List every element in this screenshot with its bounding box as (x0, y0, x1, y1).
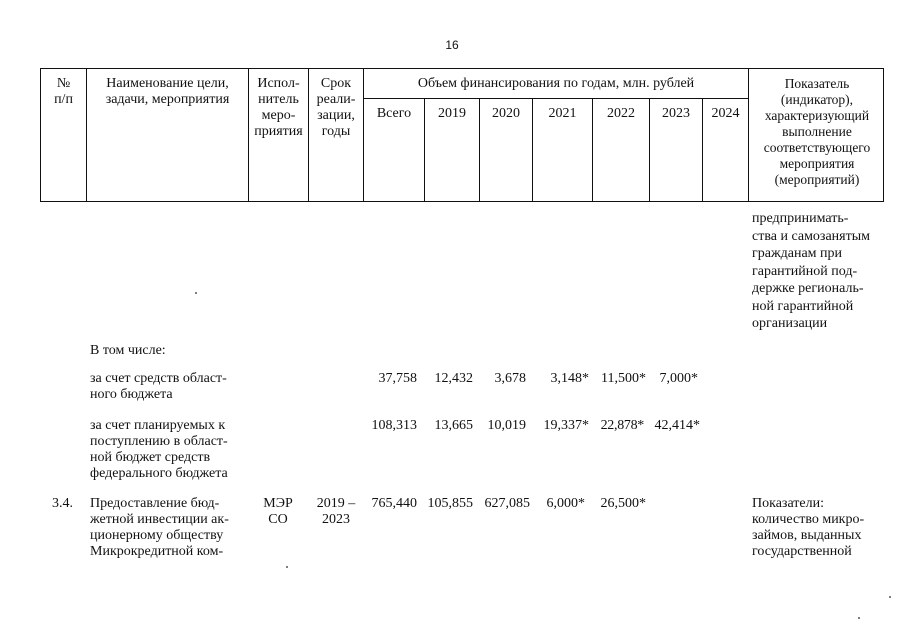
header-col-funding: Объем финансирования по годам, млн. рублей (417, 76, 695, 91)
row-regional-budget-2019: 12,432 (434, 371, 473, 386)
row-3-4-name: Предоставление бюд- жетной инвестиции ак- ционерному обществу Микрокредитной ком- (90, 496, 229, 559)
scan-speck (195, 292, 197, 294)
row-federal-budget-name: за счет планируемых к поступлению в област- ной бюджет средств федерального бюджета (90, 418, 228, 481)
header-col-total: Всего (376, 106, 412, 121)
row-federal-budget-2022: 22,878* (600, 418, 644, 433)
row-regional-budget-2023: 7,000* (659, 371, 698, 386)
header-col-executor: Испол- нитель меро- приятия (254, 76, 303, 139)
header-col-2024: 2024 (711, 106, 740, 121)
table-header (40, 68, 884, 202)
row-federal-budget-2021: 19,337* (543, 418, 589, 433)
row-3-4-total: 765,440 (371, 496, 417, 511)
row-3-4-term: 2019 – 2023 (316, 496, 356, 527)
row-regional-budget-2022: 11,500* (601, 371, 646, 386)
row-3-4-2019: 105,855 (427, 496, 473, 511)
row-3-4-2021: 6,000* (546, 496, 585, 511)
row-regional-budget-2021: 3,148* (550, 371, 589, 386)
row-federal-budget-2023: 42,414* (654, 418, 700, 433)
row-regional-budget-name: за счет средств област- ного бюджета (90, 371, 227, 402)
header-col-indicator: Показатель (индикатор), характеризующий выполнение соответствующего мероприятия (мероприятий) (763, 76, 871, 187)
scan-speck (889, 596, 891, 598)
row-federal-budget-total: 108,313 (371, 418, 417, 433)
row-federal-budget-2019: 13,665 (434, 418, 473, 433)
header-col-number: № п/п (54, 76, 73, 107)
row-3-4-executor: МЭР СО (263, 496, 293, 527)
header-col-2022: 2022 (607, 106, 635, 121)
header-col-2021: 2021 (548, 106, 577, 121)
row-3-4-number: 3.4. (52, 496, 73, 511)
scan-speck (286, 566, 288, 568)
header-col-name: Наименование цели, задачи, мероприятия (105, 76, 230, 107)
row-federal-budget-2020: 10,019 (487, 418, 526, 433)
row-regional-budget-2020: 3,678 (494, 371, 526, 386)
header-col-term: Срок реали- зации, годы (316, 76, 356, 139)
including-label: В том числе: (90, 343, 166, 358)
page-number: 16 (445, 38, 459, 52)
row-3-4-2020: 627,085 (484, 496, 530, 511)
indicator-continuation: предпринимать- ства и самозанятым гражданам при гарантийной под- держке региональ- ной гарантийной организации (752, 211, 870, 331)
header-col-2023: 2023 (662, 106, 690, 121)
row-regional-budget-total: 37,758 (378, 371, 417, 386)
header-col-2019: 2019 (438, 106, 466, 121)
row-3-4-indicator: Показатели: количество микро- займов, выданных государственной (752, 496, 865, 559)
row-3-4-2022: 26,500* (600, 496, 646, 511)
scan-speck (858, 617, 860, 619)
header-col-2020: 2020 (492, 106, 520, 121)
